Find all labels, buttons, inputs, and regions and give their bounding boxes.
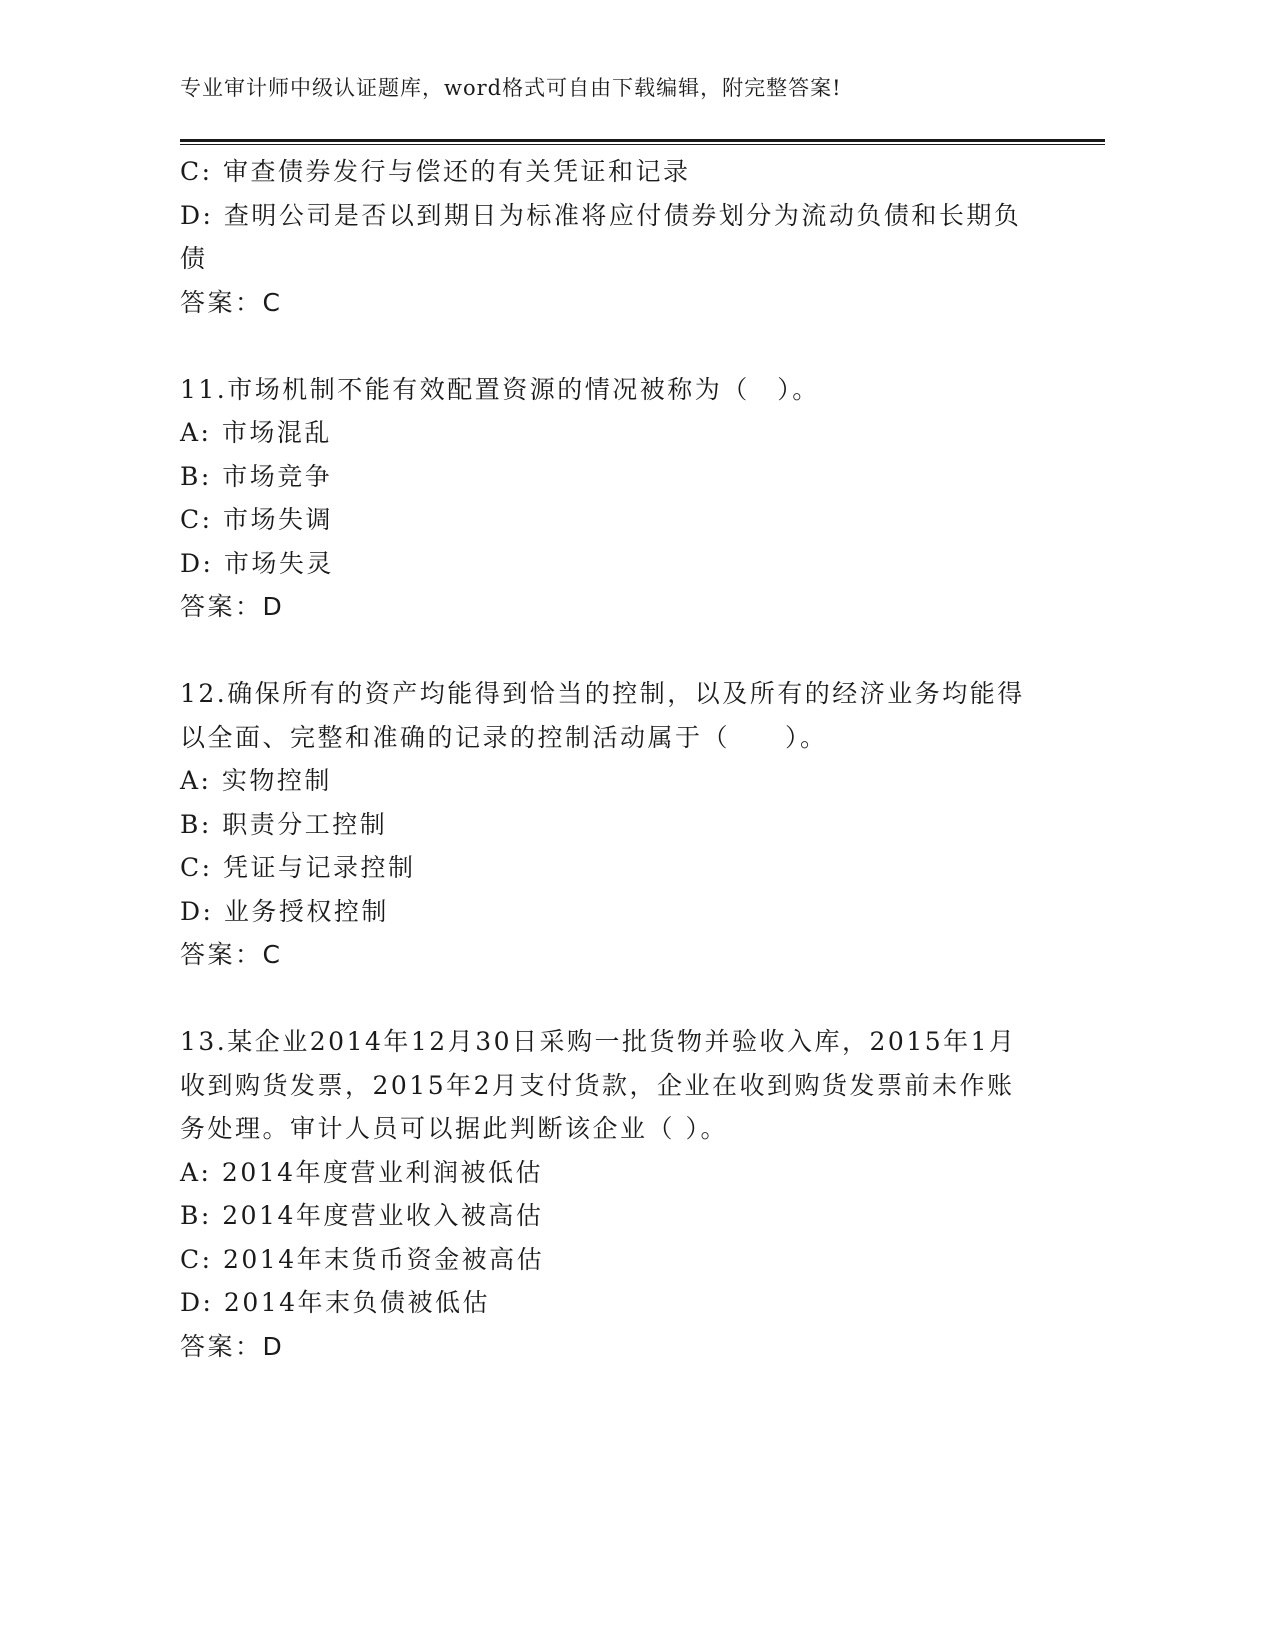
- question-13-continued: 收到购货发票，2015年2月支付货款，企业在收到购货发票前未作账: [180, 1070, 1015, 1100]
- q11-option-c: C: 市场失调: [180, 505, 333, 534]
- q11-option-b: B: 市场竞争: [180, 461, 333, 491]
- q12-option-c: C: 凭证与记录控制: [180, 853, 416, 882]
- question-12-continued: 以全面、完整和准确的记录的控制活动属于（ ）。: [180, 722, 828, 752]
- q11-option-d: D: 市场失灵: [180, 548, 334, 578]
- question-13-continued-2: 务处理。审计人员可以据此判断该企业（ ）。: [180, 1114, 728, 1143]
- document-body: [180, 150, 1040, 1368]
- option-c: C: 审查债券发行与偿还的有关凭证和记录: [180, 157, 691, 186]
- question-13: 13.某企业2014年12月30日采购一批货物并验收入库，2015年1月: [180, 1027, 1017, 1056]
- page-header: 专业审计师中级认证题库，word格式可自由下载编辑，附完整答案!: [180, 76, 842, 100]
- q12-option-b: B: 职责分工控制: [180, 809, 388, 839]
- q13-option-c: C: 2014年末货币资金被高估: [180, 1244, 545, 1274]
- q13-option-d: D: 2014年末负债被低估: [180, 1288, 491, 1317]
- q13-option-a: A: 2014年度营业利润被低估: [180, 1157, 544, 1187]
- spacer: [180, 977, 1040, 1021]
- header-rule-thick: [180, 139, 1105, 142]
- answer-11: 答案：D: [180, 592, 285, 621]
- spacer: [180, 324, 1040, 368]
- option-d: D: 查明公司是否以到期日为标准将应付债券划分为流动负债和长期负: [180, 200, 1022, 230]
- q11-option-a: A: 市场混乱: [180, 418, 332, 447]
- spacer: [180, 629, 1040, 673]
- question-12: 12.确保所有的资产均能得到恰当的控制，以及所有的经济业务均能得: [180, 679, 1025, 708]
- q12-option-a: A: 实物控制: [180, 766, 332, 795]
- question-11: 11.市场机制不能有效配置资源的情况被称为（ ）。: [180, 374, 820, 404]
- q12-option-d: D: 业务授权控制: [180, 896, 389, 926]
- header-rule-thin: [180, 144, 1105, 145]
- q13-option-b: B: 2014年度营业收入被高估: [180, 1201, 544, 1230]
- answer-10: 答案：C: [180, 287, 283, 317]
- answer-12: 答案：C: [180, 940, 283, 969]
- option-d-continued: 债: [180, 244, 208, 273]
- answer-13: 答案：D: [180, 1331, 285, 1361]
